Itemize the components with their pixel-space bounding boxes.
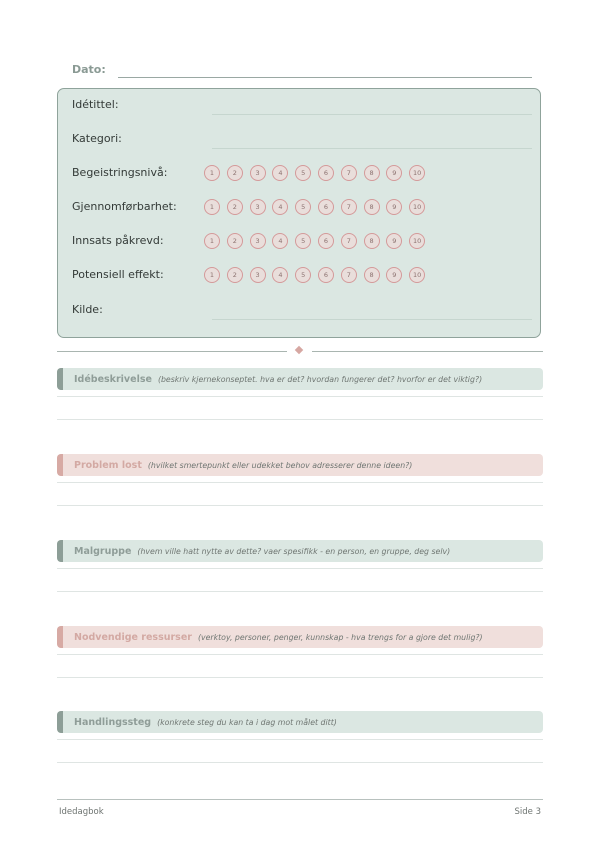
rating-circle[interactable]: 5 [295,233,311,249]
rating-circle[interactable]: 1 [204,165,220,181]
rating-scale-feasibility [204,199,425,215]
section-accent-bar [57,454,63,476]
rating-circle[interactable]: 10 [409,199,425,215]
rating-circle[interactable]: 1 [204,267,220,283]
section-accent-bar [57,368,63,390]
rating-circle[interactable]: 8 [364,233,380,249]
rating-circle[interactable]: 8 [364,165,380,181]
rating-circle[interactable]: 6 [318,233,334,249]
rating-circle[interactable]: 7 [341,267,357,283]
rating-label-feasibility: Gjennomførbarhet: [72,200,177,213]
writing-line[interactable] [57,505,543,506]
section-hint: (hvilket smertepunkt eller udekket behov adresserer denne ideen?) [147,460,413,470]
writing-line[interactable] [57,762,543,763]
rating-label-excitement: Begeistringsnivå: [72,166,168,179]
rating-circle[interactable]: 4 [272,199,288,215]
rating-circle[interactable]: 10 [409,165,425,181]
rating-circle[interactable]: 3 [250,199,266,215]
section-required-resources [57,626,543,648]
idea-details-card [57,88,541,338]
rating-circle[interactable]: 1 [204,233,220,249]
idea-title-line[interactable] [212,114,532,115]
rating-scale-excitement [204,165,425,181]
rating-circle[interactable]: 5 [295,199,311,215]
category-label: Kategori: [72,132,122,145]
rating-circle[interactable]: 8 [364,267,380,283]
rating-circle[interactable]: 7 [341,233,357,249]
rating-circle[interactable]: 2 [227,233,243,249]
divider-left [57,351,287,352]
section-action-steps [57,711,543,733]
footer-journal-name: Idedagbok [59,807,104,817]
section-target-group [57,540,543,562]
writing-line[interactable] [57,677,543,678]
rating-circle[interactable]: 3 [250,267,266,283]
rating-circle[interactable]: 4 [272,165,288,181]
divider-right [312,351,543,352]
category-line[interactable] [212,148,532,149]
date-label: Dato: [72,63,106,76]
writing-line[interactable] [57,396,543,397]
rating-circle[interactable]: 2 [227,165,243,181]
rating-label-effort: Innsats påkrevd: [72,234,164,247]
date-input-line[interactable] [118,77,532,78]
section-hint: (konkrete steg du kan ta i dag mot målet ditt) [157,717,337,727]
rating-circle[interactable]: 9 [386,199,402,215]
rating-circle[interactable]: 4 [272,233,288,249]
rating-circle[interactable]: 2 [227,267,243,283]
rating-label-impact: Potensiell effekt: [72,268,164,281]
footer-divider [57,799,543,800]
rating-circle[interactable]: 8 [364,199,380,215]
rating-circle[interactable]: 3 [250,233,266,249]
section-hint: (verktoy, personer, penger, kunnskap - hva trengs for a gjore det mulig?) [197,632,483,642]
section-title: Handlingssteg [74,716,152,728]
rating-circle[interactable]: 9 [386,233,402,249]
section-problem-solved [57,454,543,476]
writing-line[interactable] [57,654,543,655]
section-title: Malgruppe [74,545,132,557]
rating-circle[interactable]: 3 [250,165,266,181]
writing-line[interactable] [57,419,543,420]
footer-page-number: Side 3 [514,807,541,817]
rating-circle[interactable]: 7 [341,165,357,181]
writing-line[interactable] [57,568,543,569]
section-idea-description [57,368,543,390]
rating-circle[interactable]: 1 [204,199,220,215]
section-hint: (hvem ville hatt nytte av dette? vaer spesifikk - en person, en gruppe, deg selv) [137,546,451,556]
section-hint: (beskriv kjernekonseptet. hva er det? hvordan fungerer det? hvorfor er det viktig?) [157,374,483,384]
rating-circle[interactable]: 9 [386,267,402,283]
section-accent-bar [57,540,63,562]
section-title: Problem lost [74,459,142,471]
rating-circle[interactable]: 10 [409,267,425,283]
rating-scale-effort [204,233,425,249]
divider-diamond-icon [295,346,303,354]
rating-circle[interactable]: 5 [295,165,311,181]
rating-scale-impact [204,267,425,283]
section-title: Nodvendige ressurser [74,631,192,643]
writing-line[interactable] [57,739,543,740]
rating-circle[interactable]: 7 [341,199,357,215]
source-line[interactable] [212,319,532,320]
rating-circle[interactable]: 6 [318,267,334,283]
section-title: Idébeskrivelse [74,373,152,385]
rating-circle[interactable]: 9 [386,165,402,181]
writing-line[interactable] [57,591,543,592]
rating-circle[interactable]: 2 [227,199,243,215]
rating-circle[interactable]: 4 [272,267,288,283]
rating-circle[interactable]: 6 [318,199,334,215]
section-accent-bar [57,626,63,648]
idea-title-label: Idétittel: [72,98,119,111]
rating-circle[interactable]: 5 [295,267,311,283]
source-label: Kilde: [72,303,103,316]
section-accent-bar [57,711,63,733]
rating-circle[interactable]: 6 [318,165,334,181]
rating-circle[interactable]: 10 [409,233,425,249]
writing-line[interactable] [57,482,543,483]
